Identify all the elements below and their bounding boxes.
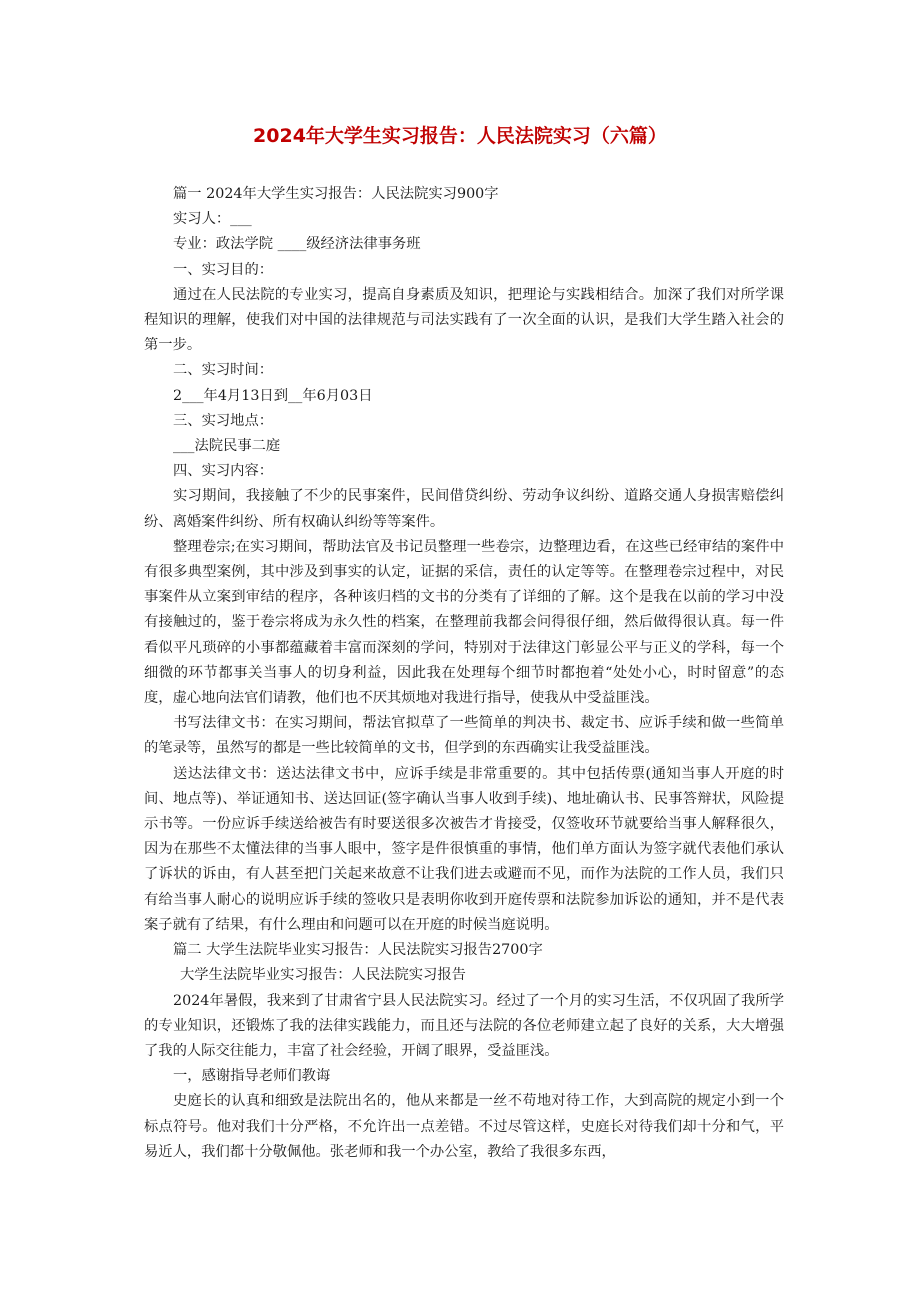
paragraph: 2024年暑假，我来到了甘肃省宁县人民法院实习。经过了一个月的实习生活，不仅巩固了我所学的专业知识，还锻炼了我的法律实践能力，而且还与法院的各位老师建立起了良好的关系，大大增强了我的人际交往能力，丰富了社会经验，开阔了眼界，受益匪浅。 bbox=[144, 992, 784, 1059]
major-line: 专业：政法学院 ____级经济法律事务班 bbox=[173, 236, 421, 253]
subheading: 四、实习内容： bbox=[173, 463, 274, 480]
paragraph: ___法院民事二庭 bbox=[173, 438, 281, 455]
report-subtitle: 大学生法院毕业实习报告：人民法院实习报告 bbox=[180, 967, 466, 984]
document-body bbox=[144, 182, 784, 1165]
paragraph: 史庭长的认真和细致是法院出名的，他从来都是一丝不苟地对待工作，大到高院的规定小到一个标点符号。他对我们十分严格，不允许出一点差错。不过尽管这样，史庭长对待我们却十分和气，平易近人，我们都十分敬佩他。张老师和我一个办公室，教给了我很多东西， bbox=[144, 1093, 784, 1160]
section-heading: 篇二 大学生法院毕业实习报告：人民法院实习报告2700字 bbox=[173, 942, 543, 959]
document-title: 2024年大学生实习报告：人民法院实习（六篇） bbox=[253, 125, 667, 147]
paragraph: 书写法律文书：在实习期间，帮法官拟草了一些简单的判决书、裁定书、应诉手续和做一些简单的笔录等，虽然写的都是一些比较简单的文书，但学到的东西确实让我受益匪浅。 bbox=[144, 715, 784, 757]
section-heading: 篇一 2024年大学生实习报告：人民法院实习900字 bbox=[173, 186, 499, 202]
paragraph: 整理卷宗;在实习期间，帮助法官及书记员整理一些卷宗，边整理边看，在这些已经审结的案件中有很多典型案例，其中涉及到事实的认定，证据的采信，责任的认定等等。在整理卷宗过程中，对民事案件从立案到审结的程序，各种该归档的文书的分类有了详细的了解。这个是我在以前的学习中没有接触过的，鉴于卷宗将成为永久性的档案，在整理前我都会问得很仔细，然后做得很认真。每一件看似平凡琐碎的小事都蕴藏着丰富而深刻的学问，特别对于法律这门彰显公平与正义的学科，每一个细微的环节都事关当事人的切身利益，因此我在处理每个细节时都抱着“处处小心，时时留意”的态度，虚心地向法官们请教，他们也不厌其烦地对我进行指导，使我从中受益匪浅。 bbox=[144, 538, 784, 707]
paragraph: 通过在人民法院的专业实习，提高自身素质及知识，把理论与实践相结合。加深了我们对所学课程知识的理解，使我们对中国的法律规范与司法实践有了一次全面的认识，是我们大学生踏入社会的第一步。 bbox=[144, 286, 784, 354]
subheading: 三、实习地点： bbox=[173, 412, 274, 429]
intern-name-line: 实习人：___ bbox=[173, 211, 252, 228]
paragraph: 2___年4月13日到__年6月03日 bbox=[173, 387, 373, 404]
paragraph: 实习期间，我接触了不少的民事案件，民间借贷纠纷、劳动争议纠纷、道路交通人身损害赔偿纠纷、离婚案件纠纷、所有权确认纠纷等等案件。 bbox=[144, 488, 784, 530]
subheading: 一、实习目的： bbox=[173, 261, 274, 278]
subheading: 二、实习时间： bbox=[173, 362, 274, 379]
paragraph: 送达法律文书：送达法律文书中，应诉手续是非常重要的。其中包括传票(通知当事人开庭的时间、地点等)、举证通知书、送达回证(签字确认当事人收到手续)、地址确认书、民事答辩状，风险提示书等。一份应诉手续送给被告有时要送很多次被告才肯接受，仅签收环节就要给当事人解释很久，因为在那些不太懂法律的当事人眼中，签字是件很慎重的事情，他们单方面认为签字就代表他们承认了诉状的诉由，有人甚至把门关起来故意不让我们进去或避而不见，而作为法院的工作人员，我们只有给当事人耐心的说明应诉手续的签收只是表明你收到开庭传票和法院参加诉讼的通知，并不是代表案子就有了结果，有什么理由和问题可以在开庭的时候当庭说明。 bbox=[144, 765, 784, 933]
subheading: 一，感谢指导老师们教诲 bbox=[173, 1068, 331, 1085]
